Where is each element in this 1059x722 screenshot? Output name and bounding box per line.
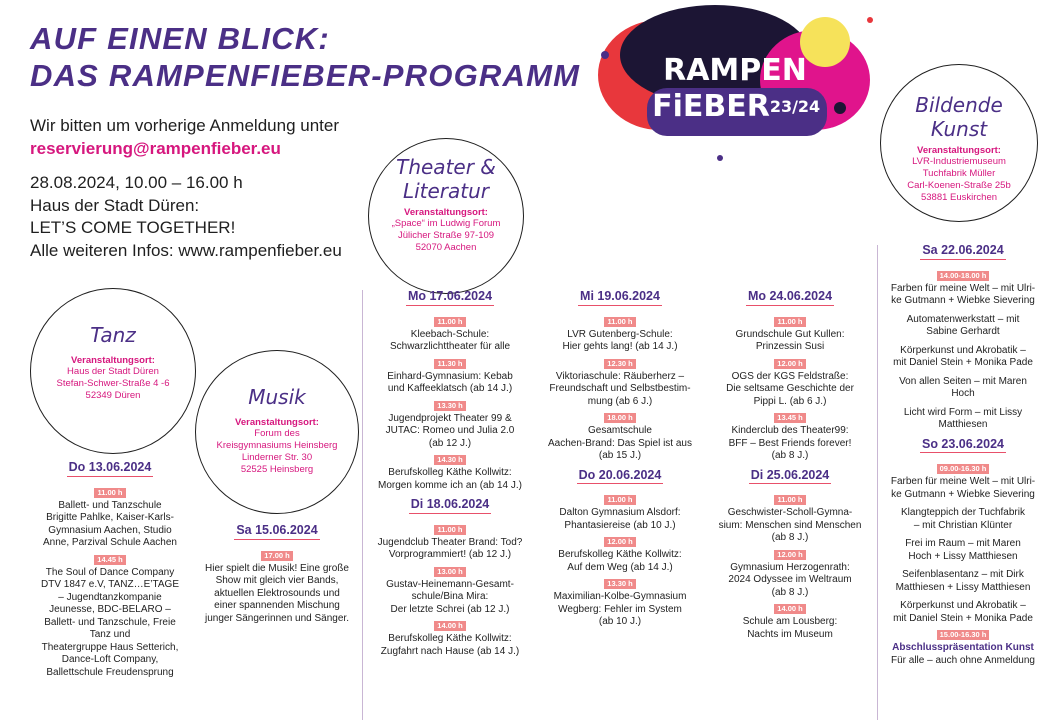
logo-dot [834, 102, 846, 114]
venue-line: Stefan-Schwer-Straße 4 -6 [56, 378, 170, 389]
event-entry [538, 408, 702, 463]
event-description-line: Körperkunst und Akrobatik – [900, 344, 1026, 356]
logo-text-fieber: FiEBER [652, 89, 770, 124]
event-description-line: Auf dem Weg (ab 14 J.) [567, 561, 673, 573]
event-entry [538, 490, 702, 532]
intro-line-1: Wir bitten um vorherige Anmeldung unter [30, 116, 339, 135]
event-entry [368, 450, 532, 492]
event-description-line: Berufskolleg Käthe Kollwitz: [388, 633, 512, 644]
venue-circle-theater [368, 138, 524, 294]
venue-line: Forum des [254, 428, 300, 439]
title-line-2: DAS RAMPENFIEBER-PROGRAMM [30, 58, 581, 93]
event-description-line: Wegberg: Fehler im System [558, 603, 682, 615]
venue-line: Linderner Str. 30 [241, 452, 313, 463]
venue-line: 53881 Euskirchen [920, 192, 998, 203]
event-entry [30, 483, 190, 550]
event-entry [708, 408, 872, 463]
event-description-line: Farben für meine Welt – mit Ulri- [890, 476, 1036, 487]
event-description-line: Dalton Gymnasium Alsdorf: [559, 507, 681, 518]
event-description-line: Prinzessin Susi [755, 341, 825, 352]
event-description-line: Tanz und [89, 629, 131, 640]
event-description-line: Farben für meine Welt – mit Ulri- [890, 282, 1036, 294]
event-description-line: Show mit gleich vier Bands, [215, 575, 339, 586]
event-description-line: schule/Bina Mira: [411, 591, 489, 602]
event-time-badge: 13.30 h [604, 579, 635, 589]
event-description-line: (ab 15 J.) [598, 450, 642, 461]
event-description-line: DTV 1847 e.V, TANZ…E’TAGE [40, 579, 179, 590]
event-description-line: Die seltsame Geschichte der [726, 383, 854, 394]
venue-line: Haus der Stadt Düren [67, 366, 159, 377]
logo-dot [601, 51, 609, 59]
event-description-line: Grundschule Gut Kullen: [735, 328, 845, 340]
event-description-line: Aachen-Brand: Das Spiel ist aus [548, 437, 692, 449]
event-description-line: Gymnasium Herzogenrath: [730, 561, 850, 573]
event-description-line: Berufskolleg Käthe Kollwitz: [558, 549, 682, 560]
reservation-email-link[interactable]: reservierung@rampenfieber.eu [30, 138, 281, 158]
event-description-line: – Jugendtanzkompanie [58, 591, 162, 603]
logo-dot [867, 17, 873, 23]
event-description-line: Schwarzlichttheater für alle [389, 341, 511, 352]
event-description-line: (ab 8 J.) [771, 532, 809, 543]
event-entry [538, 354, 702, 409]
event-entry [708, 490, 872, 545]
venue-circle-kunst [880, 64, 1038, 222]
event-entry [368, 396, 532, 451]
event-date-heading: Mi 19.06.2024 [578, 290, 662, 306]
event-description-line: ke Gutmann + Wiebke Sievering [891, 295, 1035, 306]
event-entry [368, 354, 532, 396]
event-time-badge: 17.00 h [261, 551, 292, 561]
event-entry [708, 312, 872, 354]
intro-website: Alle weiteren Infos: www.rampenfieber.eu [30, 240, 342, 260]
event-entry [882, 370, 1044, 401]
event-entry [882, 339, 1044, 370]
intro-block [30, 115, 342, 262]
event-description-line: Phantasiereise (ab 10 J.) [564, 519, 676, 531]
logo-yellow-dot [800, 17, 850, 67]
event-description-line: Automatenwerkstatt – mit [906, 313, 1020, 325]
category-title-theater-2: Literatur [402, 179, 490, 203]
venue-line: 52070 Aachen [415, 242, 477, 253]
event-time-badge: 12.00 h [604, 537, 635, 547]
logo-dot [717, 155, 723, 161]
event-description-line: Einhard-Gymnasium: Kebab [387, 370, 513, 382]
event-description-line: Pippi L. (ab 6 J.) [753, 395, 827, 407]
event-time-badge: 14.30 h [434, 455, 465, 465]
event-entry [538, 574, 702, 629]
venue-line: 52525 Heinsberg [240, 464, 314, 475]
event-description-line: Gesamtschule [588, 425, 652, 436]
event-entry [708, 545, 872, 600]
event-description-line: Viktoriaschule: Räuberherz – [555, 370, 685, 382]
event-entry [538, 312, 702, 354]
event-time-badge: 13.30 h [434, 401, 465, 411]
event-time-badge: 13.00 h [434, 567, 465, 577]
event-description-line: ke Gutmann + Wiebke Sievering [891, 488, 1035, 500]
category-title-kunst-2: Kunst [930, 117, 988, 141]
event-description-line: Gustav-Heinemann-Gesamt- [386, 578, 514, 590]
event-description-line: (ab 10 J.) [598, 616, 642, 627]
venue-line: 52349 Düren [85, 390, 141, 401]
intro-motto: LET’S COME TOGETHER! [30, 218, 236, 237]
event-description-line: Von allen Seiten – mit Maren [899, 375, 1027, 387]
event-description-line: Kleebach-Schule: [410, 328, 490, 340]
rampenfieber-logo [585, 0, 885, 170]
event-description-line: (ab 8 J.) [771, 450, 809, 461]
event-description-line: Vorprogrammiert! (ab 12 J.) [388, 549, 512, 560]
intro-venue: Haus der Stadt Düren: [30, 195, 200, 215]
event-time-badge: 11.00 h [604, 495, 635, 505]
event-description-line: Kinderclub des Theater99: [731, 425, 849, 436]
event-entry [368, 312, 532, 354]
page-title [30, 20, 580, 94]
event-time-badge: 11.00 h [434, 525, 465, 535]
event-time-badge: 18.00 h [604, 413, 635, 423]
event-entry [882, 563, 1044, 594]
event-description-line: Freundschaft und Selbstbestim- [549, 383, 691, 394]
event-description-line: LVR Gutenberg-Schule: [567, 328, 673, 340]
venue-line: Tuchfabrik Müller [922, 168, 996, 179]
event-description-line: mung (ab 6 J.) [587, 395, 653, 407]
event-description-line: Brigitte Pahlke, Kaiser-Karls- [46, 512, 174, 523]
event-entry [882, 625, 1044, 667]
event-description-line: JUTAC: Romeo und Julia 2.0 [385, 425, 515, 436]
schedule-column-kunst [882, 238, 1044, 667]
event-entry [882, 266, 1044, 308]
event-description-line: junger Sängerinnen und Sänger. [204, 612, 349, 624]
event-date-heading: Di 25.06.2024 [749, 469, 832, 485]
event-entry [882, 401, 1044, 432]
venue-line: LVR-Industriemuseum [912, 156, 1006, 167]
event-time-badge: 15.00-16.30 h [937, 630, 990, 640]
event-description-line: Nachts im Museum [747, 628, 833, 640]
event-description-line: Schule am Lousberg: [742, 616, 838, 627]
event-description-line: Maximilian-Kolbe-Gymnasium [553, 591, 687, 602]
venue-line: Kreisgymnasiums Heinsberg [216, 440, 338, 451]
category-title-musik: Musik [248, 385, 306, 409]
event-description-line: Zugfahrt nach Hause (ab 14 J.) [380, 645, 520, 657]
event-description-line: Gymnasium Aachen, Studio [48, 524, 172, 536]
event-description-line: Matthiesen + Lissy Matthiesen [895, 581, 1031, 593]
column-divider [362, 290, 363, 720]
venue-label: Veranstaltungsort: [71, 355, 155, 366]
event-description-line: Der letzte Schrei (ab 12 J.) [390, 603, 510, 615]
event-description-line: Frei im Raum – mit Maren [905, 538, 1021, 549]
event-date-heading: Mo 24.06.2024 [746, 290, 834, 306]
event-description-line: (ab 8 J.) [771, 586, 809, 598]
event-description-line: Seifenblasentanz – mit Dirk [902, 569, 1024, 580]
event-time-badge: 14.00 h [774, 604, 805, 614]
event-entry [538, 532, 702, 574]
event-description-line: Hier gehts lang! (ab 14 J.) [562, 341, 678, 352]
event-description-line: OGS der KGS Feldstraße: [731, 370, 849, 382]
schedule-column-musik [196, 518, 358, 625]
event-date-heading: Mo 17.06.2024 [406, 290, 494, 306]
event-time-badge: 09.00-16.30 h [937, 464, 990, 474]
event-date-heading: So 23.06.2024 [920, 438, 1006, 454]
event-entry [882, 501, 1044, 532]
category-title-kunst-1: Bildende [915, 93, 1003, 117]
category-title-tanz: Tanz [90, 323, 136, 347]
event-time-badge: 11.00 h [434, 317, 465, 327]
event-time-badge: 11.00 h [604, 317, 635, 327]
event-time-badge: 11.00 h [774, 317, 805, 327]
event-date-heading: Do 13.06.2024 [67, 461, 154, 477]
event-time-badge: 13.45 h [774, 413, 805, 423]
event-description-line: und Kaffeeklatsch (ab 14 J.) [387, 383, 513, 394]
category-title-theater-1: Theater & [396, 155, 496, 179]
schedule-column-tanz [30, 455, 190, 679]
event-description-line: Dance-Loft Company, [61, 654, 159, 665]
schedule-column-theater-2 [538, 284, 702, 629]
event-entry [368, 520, 532, 562]
event-description-line: The Soul of Dance Company [45, 566, 175, 578]
event-time-badge: 12.00 h [774, 359, 805, 369]
event-description-line: Körperkunst und Akrobatik – [900, 600, 1026, 611]
venue-label: Veranstaltungsort: [917, 145, 1001, 156]
event-description-line: Jugendclub Theater Brand: Tod? [377, 536, 523, 548]
event-description-line: einer spannenden Mischung [214, 600, 340, 611]
venue-line: „Space“ im Ludwig Forum [391, 218, 501, 229]
event-description-line: Ballett- und Tanzschule, Freie [44, 616, 176, 628]
event-entry [882, 459, 1044, 501]
event-description-line: Ballett- und Tanzschule [58, 499, 162, 511]
venue-label: Veranstaltungsort: [404, 207, 488, 218]
event-time-badge: 14.00 h [434, 621, 465, 631]
event-entry [882, 532, 1044, 563]
event-time-badge: 14.00-18.00 h [937, 271, 990, 281]
logo-text-year: 23/24 [769, 97, 821, 116]
event-date-heading: Di 18.06.2024 [409, 498, 492, 514]
event-date-heading: Sa 15.06.2024 [234, 524, 319, 540]
event-time-badge: 11.00 h [774, 495, 805, 505]
schedule-column-theater-3 [708, 284, 872, 641]
event-description-line: Licht wird Form – mit Lissy [903, 406, 1023, 418]
event-description-line: Ballettschule Freudensprung [46, 666, 174, 678]
event-description-line: – mit Christian Klünter [913, 519, 1013, 531]
event-time-badge: 12.30 h [604, 359, 635, 369]
event-description-line: Berufskolleg Käthe Kollwitz: [388, 467, 512, 478]
event-entry [708, 599, 872, 641]
event-time-badge: 14.45 h [94, 555, 125, 565]
venue-line: Jülicher Straße 97-109 [397, 230, 495, 241]
venue-circle-musik [195, 350, 359, 514]
event-entry [882, 594, 1044, 625]
venue-label: Veranstaltungsort: [235, 417, 319, 428]
column-divider [877, 245, 878, 720]
event-description-line: mit Daniel Stein + Monika Pade [893, 357, 1033, 368]
event-entry [30, 550, 190, 680]
event-description-line: Anne, Parzival Schule Aachen [43, 537, 177, 548]
event-entry [708, 354, 872, 409]
event-description-line: Jeunesse, BDC-BELARO – [49, 604, 171, 615]
event-description-line: Geschwister-Scholl-Gymna- [727, 507, 853, 518]
event-entry [196, 546, 358, 626]
event-description-line: Matthiesen [938, 419, 988, 430]
event-time-badge: 11.30 h [434, 359, 465, 369]
event-description-line: Theatergruppe Haus Setterich, [41, 641, 179, 653]
event-description-line: aktuellen Elektrosounds und [214, 587, 340, 599]
event-description-line: Hoch [951, 388, 975, 399]
event-entry [882, 308, 1044, 339]
event-description-line: Für alle – auch ohne Anmeldung [891, 654, 1035, 666]
event-description-line: Morgen komme ich an (ab 14 J.) [378, 479, 522, 491]
event-description-line: (ab 12 J.) [428, 437, 472, 449]
event-description-line: sium: Menschen sind Menschen [718, 519, 862, 531]
event-description-line: 2024 Odyssee im Weltraum [728, 574, 852, 585]
event-description-line: BFF – Best Friends forever! [728, 437, 852, 449]
event-date-heading: Do 20.06.2024 [577, 469, 664, 485]
event-description-line: Abschlusspräsentation Kunst [892, 642, 1034, 653]
logo-text-rampen: RAMPEN [663, 53, 807, 88]
event-date-heading: Sa 22.06.2024 [920, 244, 1005, 260]
event-description-line: mit Daniel Stein + Monika Pade [893, 612, 1033, 624]
event-description-line: Hoch + Lissy Matthiesen [908, 550, 1018, 562]
venue-line: Carl-Koenen-Straße 25b [907, 180, 1011, 191]
intro-date-time: 28.08.2024, 10.00 – 16.00 h [30, 173, 243, 192]
schedule-column-theater-1 [368, 284, 532, 658]
event-description-line: Sabine Gerhardt [926, 326, 1000, 337]
event-time-badge: 11.00 h [94, 488, 125, 498]
title-line-1: AUF EINEN BLICK: [30, 21, 330, 56]
event-description-line: Hier spielt die Musik! Eine große [205, 562, 349, 574]
event-description-line: Klangteppich der Tuchfabrik [901, 507, 1025, 518]
event-description-line: Jugendprojekt Theater 99 & [388, 412, 512, 424]
event-entry [368, 562, 532, 617]
venue-circle-tanz [30, 288, 196, 454]
event-entry [368, 616, 532, 658]
event-time-badge: 12.00 h [774, 550, 805, 560]
